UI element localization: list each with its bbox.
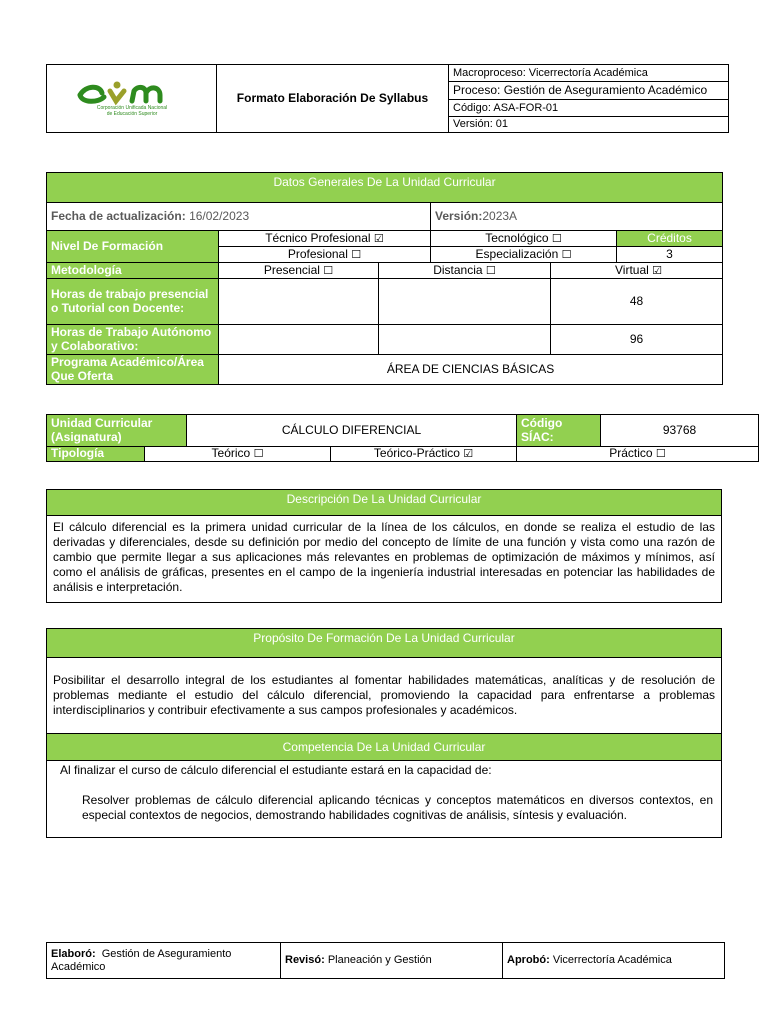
version-field: Versión:2023A [431, 203, 723, 231]
header-table [46, 64, 729, 133]
descripcion-section [46, 489, 722, 603]
checkbox-icon[interactable]: ☐ [253, 447, 264, 461]
option-virtual[interactable]: Virtual ☑ [551, 263, 723, 279]
horas-autonomo-empty-1 [219, 325, 379, 355]
proposito-section [46, 628, 722, 838]
creditos-value: 3 [617, 247, 723, 263]
descripcion-text: El cálculo diferencial es la primera unidad curricular de la línea de los cálculos, en donde se realiza el estudio de las derivadas y diferenciales, desde su definición por medio del concepto de límite de una función y vista como una razón de cambio que permite llegar a sus aplicaciones más relevantes en problemas de optimización de máximos y mínimos, así como el análisis de gráficas, presentes en el campo de la ingeniería industrial interesadas en potenciar las habilidades de análisis e interpretación. [53, 520, 715, 594]
option-profesional[interactable]: Profesional ☐ [219, 247, 431, 263]
competencia-title: Competencia De La Unidad Curricular [47, 733, 721, 761]
version: Versión: 01 [449, 117, 729, 133]
option-distancia[interactable]: Distancia ☐ [379, 263, 551, 279]
footer-table [46, 942, 725, 979]
programa-value: ÁREA DE CIENCIAS BÁSICAS [219, 355, 723, 385]
option-presencial[interactable]: Presencial ☐ [219, 263, 379, 279]
datos-generales-title: Datos Generales De La Unidad Curricular [47, 173, 723, 203]
document-title: Formato Elaboración De Syllabus [217, 65, 449, 133]
programa-label: Programa Académico/Área Que Oferta [47, 355, 219, 385]
metodologia-label: Metodología [47, 263, 219, 279]
option-teorico-practico[interactable]: Teórico-Práctico ☑ [331, 447, 517, 462]
aprobo: Aprobó: Vicerrectoría Académica [503, 943, 725, 979]
option-tecnico-profesional[interactable]: Técnico Profesional ☑ [219, 231, 431, 247]
competencia-intro: Al finalizar el curso de cálculo diferencial el estudiante estará en la capacidad de: [60, 763, 492, 777]
option-especializacion[interactable]: Especialización ☐ [431, 247, 617, 263]
codigo-siac-value: 93768 [601, 415, 759, 447]
checkbox-checked-icon[interactable]: ☑ [373, 231, 384, 245]
checkbox-icon[interactable]: ☐ [323, 263, 334, 277]
checkbox-icon[interactable]: ☐ [551, 231, 562, 245]
option-practico[interactable]: Práctico ☐ [517, 447, 759, 462]
creditos-label: Créditos [617, 231, 723, 247]
horas-autonomo-label: Horas de Trabajo Autónomo y Colaborativo: [47, 325, 219, 355]
elaboro: Elaboró: Gestión de Aseguramiento Académico [47, 943, 281, 979]
datos-generales-table [46, 172, 723, 385]
svg-text:de Educación Superior: de Educación Superior [106, 110, 157, 117]
cun-logo-icon [72, 77, 192, 117]
proposito-title: Propósito De Formación De La Unidad Curricular [47, 629, 721, 658]
proceso: Proceso: Gestión de Aseguramiento Académico [449, 82, 729, 100]
checkbox-icon[interactable]: ☐ [351, 247, 362, 261]
horas-docente-empty-1 [219, 279, 379, 325]
checkbox-icon[interactable]: ☐ [561, 247, 572, 261]
horas-autonomo-value: 96 [551, 325, 723, 355]
codigo-siac-label: Código SÍAC: [517, 415, 601, 447]
reviso: Revisó: Planeación y Gestión [281, 943, 503, 979]
unidad-curricular-label: Unidad Curricular (Asignatura) [47, 415, 187, 447]
logo-cell [47, 65, 217, 133]
competencia-text: Resolver problemas de cálculo diferencial aplicando técnicas y conceptos matemáticos en diversos contextos, en especial contextos de negocios, demostrando habilidades cognitivas de análisis, síntesis y evaluación. [82, 793, 713, 822]
checkbox-checked-icon[interactable]: ☑ [463, 447, 474, 461]
unidad-curricular-table [46, 414, 759, 462]
macroproceso: Macroproceso: Vicerrectoría Académica [449, 65, 729, 82]
proposito-text: Posibilitar el desarrollo integral de los estudiantes al fomentar habilidades matemáticas, analíticas y de resolución de problemas mediante el estudio del cálculo diferencial, promoviendo la capacidad para enfrentarse a problemas interdisciplinarios y contribuir efectivamente a sus campos profesionales y académicos. [53, 673, 715, 717]
tipologia-label: Tipología [47, 447, 145, 462]
descripcion-title: Descripción De La Unidad Curricular [47, 490, 721, 516]
option-tecnologico[interactable]: Tecnológico ☐ [431, 231, 617, 247]
checkbox-icon[interactable]: ☐ [485, 263, 496, 277]
horas-autonomo-empty-2 [379, 325, 551, 355]
unidad-curricular-value: CÁLCULO DIFERENCIAL [187, 415, 517, 447]
horas-docente-label: Horas de trabajo presencial o Tutorial con Docente: [47, 279, 219, 325]
fecha-actualizacion: Fecha de actualización: 16/02/2023 [47, 203, 431, 231]
horas-docente-value: 48 [551, 279, 723, 325]
nivel-formacion-label: Nivel De Formación [47, 231, 219, 263]
svg-text:Corporación Unificada Nacional: Corporación Unificada Nacional [96, 104, 167, 111]
checkbox-checked-icon[interactable]: ☑ [652, 263, 663, 277]
codigo: Código: ASA-FOR-01 [449, 100, 729, 117]
horas-docente-empty-2 [379, 279, 551, 325]
checkbox-icon[interactable]: ☐ [655, 447, 666, 461]
option-teorico[interactable]: Teórico ☐ [145, 447, 331, 462]
